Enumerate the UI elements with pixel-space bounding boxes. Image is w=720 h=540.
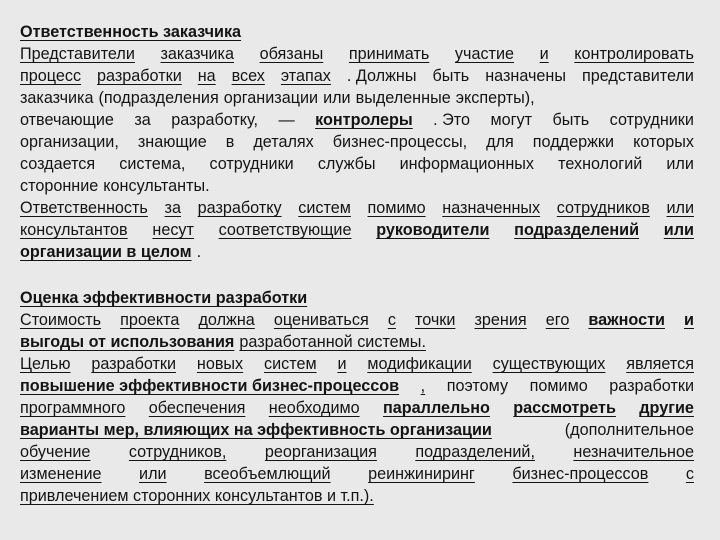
section-heading (20, 287, 694, 309)
text-word: незначительное (573, 443, 694, 461)
text-word: сотрудники (609, 111, 694, 129)
text-word: систем (298, 199, 351, 217)
text-word: организации (223, 89, 319, 107)
text-word: разработанной системы. (239, 333, 426, 351)
text-word: систем (264, 355, 317, 373)
text-word: . Это (433, 111, 471, 129)
heading-text: Оценка эффективности разработки (20, 289, 308, 307)
text-word: Стоимость (20, 311, 102, 329)
text-word: за (134, 111, 151, 129)
text-word: или (323, 89, 351, 107)
text-word: Целью (20, 355, 71, 373)
text-word: помимо (529, 377, 588, 395)
text-word: представители (581, 67, 694, 85)
text-line (20, 441, 694, 463)
text-line (20, 109, 694, 131)
text-word: бизнес-процессы, (332, 133, 468, 151)
text-word: поэтому (446, 377, 509, 395)
text-word: поддержки (532, 133, 615, 151)
text-word: повышение эффективности бизнес-процессов (20, 377, 400, 395)
text-word: Ответственность (20, 199, 148, 217)
text-word: заказчика (20, 89, 94, 107)
text-word: создается (20, 155, 96, 173)
text-word: программного (20, 399, 126, 417)
heading-text: Ответственность заказчика (20, 23, 242, 41)
text-word: деталях (253, 133, 314, 151)
text-word: . (196, 243, 202, 261)
text-word: технологий (558, 155, 643, 173)
text-word: этапах (280, 67, 331, 85)
text-word: (дополнительное (564, 421, 694, 439)
text-word: службы (317, 155, 376, 173)
text-word: для (486, 133, 514, 151)
text-word: организации, (20, 133, 119, 151)
section-efficiency-evaluation (20, 287, 694, 507)
text-line (20, 309, 694, 331)
text-word: руководители (376, 221, 490, 239)
text-word: реинжиниринг (368, 465, 475, 483)
text-word: за (164, 199, 181, 217)
text-word: , (420, 377, 426, 395)
text-line (20, 197, 694, 219)
text-word: организации в целом (20, 243, 192, 261)
text-word: разработку, (171, 111, 259, 129)
text-word: разработки (609, 377, 694, 395)
text-word: реорганизация (264, 443, 377, 461)
text-word: оцениваться (273, 311, 369, 329)
text-word: принимать (348, 45, 430, 63)
text-word: и (684, 311, 694, 329)
text-word: другие (639, 399, 694, 417)
text-word: и (337, 355, 347, 373)
text-line (20, 419, 694, 441)
text-word: с (685, 465, 694, 483)
text-word: должна (198, 311, 255, 329)
text-word: разработку (197, 199, 282, 217)
text-line (20, 397, 694, 419)
text-word: подразделений, (415, 443, 535, 461)
text-word: существующих (492, 355, 606, 373)
text-line (20, 219, 694, 241)
text-word: привлечением сторонних консультантов и т.п.). (20, 487, 374, 505)
text-word: зрения (474, 311, 527, 329)
text-line (20, 463, 694, 485)
text-word: назначены (485, 67, 566, 85)
text-word: с (387, 311, 396, 329)
text-word: на (197, 67, 216, 85)
text-word: точки (414, 311, 456, 329)
text-word: быть (552, 111, 590, 129)
text-word: всеобъемлющий (204, 465, 331, 483)
text-word: консультанты. (103, 177, 210, 195)
text-word: сотрудников, (128, 443, 227, 461)
text-line (20, 241, 694, 263)
text-word: обучение (20, 443, 91, 461)
text-word: новых (196, 355, 244, 373)
text-word: проекта (120, 311, 180, 329)
text-word: заказчика (160, 45, 234, 63)
text-word: назначенных (442, 199, 541, 217)
text-word: эксперты), (455, 89, 535, 107)
text-line (20, 131, 694, 153)
text-word: варианты мер, влияющих на эффективность организации (20, 421, 492, 439)
text-word: выгоды от использования (20, 333, 235, 351)
text-word: изменение (20, 465, 102, 483)
text-word: соответствующие (218, 221, 352, 239)
text-word: которых (633, 133, 694, 151)
section-customer-responsibility (20, 21, 694, 263)
text-word: и (539, 45, 549, 63)
text-line (20, 485, 694, 507)
text-word: информационных (399, 155, 535, 173)
text-word: контролировать (574, 45, 694, 63)
text-word: . Должны (346, 67, 417, 85)
text-word: разработки (91, 355, 177, 373)
text-word: контролеры (315, 111, 413, 129)
text-word: система, (119, 155, 186, 173)
text-word: — (278, 111, 295, 129)
text-word: или (666, 199, 694, 217)
section-body (20, 309, 694, 507)
section-heading (20, 21, 694, 43)
text-line (20, 353, 694, 375)
text-word: знающие (137, 133, 207, 151)
text-word: подразделений (514, 221, 640, 239)
text-word: (подразделения (98, 89, 219, 107)
text-word: сотрудники (209, 155, 294, 173)
text-word: или (663, 221, 694, 239)
text-word: модификации (367, 355, 472, 373)
text-word: необходимо (268, 399, 360, 417)
text-line (20, 87, 694, 109)
text-word: бизнес-процессов (512, 465, 649, 483)
text-line (20, 65, 694, 87)
text-word: всех (231, 67, 265, 85)
text-word: или (666, 155, 694, 173)
section-body (20, 43, 694, 263)
text-word: рассмотреть (513, 399, 616, 417)
text-word: участие (454, 45, 515, 63)
text-word: обязаны (259, 45, 324, 63)
text-word: несут (152, 221, 194, 239)
text-word: консультантов (20, 221, 128, 239)
text-word: могут (490, 111, 533, 129)
text-word: отвечающие (20, 111, 114, 129)
text-line (20, 331, 694, 353)
text-word: важности (588, 311, 665, 329)
text-word: сотрудников (556, 199, 650, 217)
text-word: параллельно (382, 399, 490, 417)
text-word: в (225, 133, 235, 151)
text-word: процесс (20, 67, 82, 85)
text-line (20, 43, 694, 65)
text-line (20, 175, 694, 197)
text-word: обеспечения (148, 399, 246, 417)
text-line (20, 153, 694, 175)
text-word: или (139, 465, 167, 483)
text-word: быть (432, 67, 470, 85)
text-word: Представители (20, 45, 135, 63)
text-word: помимо (367, 199, 426, 217)
text-word: выделенные (355, 89, 451, 107)
text-line (20, 375, 694, 397)
text-word: разработки (97, 67, 182, 85)
text-word: его (545, 311, 570, 329)
text-word: сторонние (20, 177, 99, 195)
text-word: является (626, 355, 694, 373)
